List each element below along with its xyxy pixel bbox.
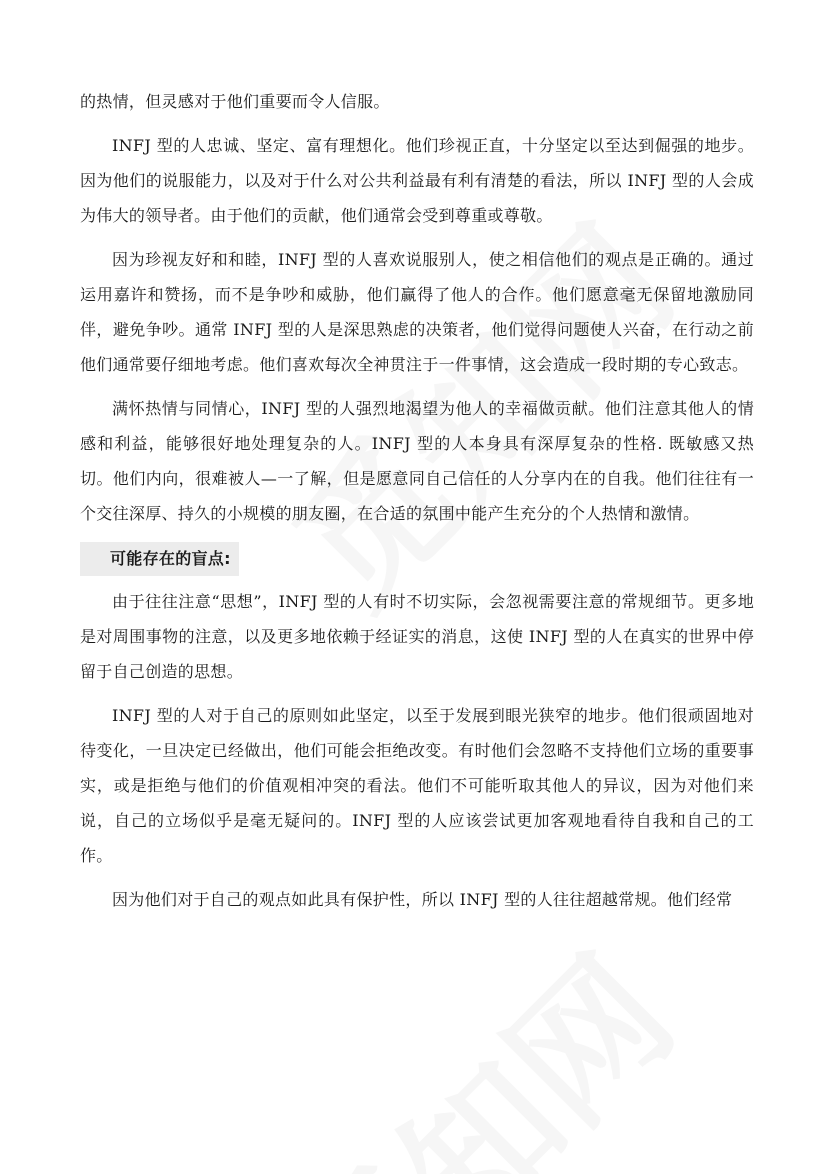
section-heading: 可能存在的盲点: xyxy=(80,542,239,576)
paragraph: 因为他们对于自己的观点如此具有保护性，所以 INFJ 型的人往往超越常规。他们经常 xyxy=(112,890,733,909)
paragraph: INFJ 型的人对于自己的原则如此坚定，以至于发展到眼光狭窄的地步。他们很顽固地对待变化，一旦决定已经做出，他们可能会拒绝改变。有时他们会忽略不支持他们立场的重要事实，或是拒绝与他们的价值观相冲突的看法。他们不可能听取其他人的异议，因为对他们来说，自己的立场似乎是毫无疑问的。INFJ 型的人应该尝试更加客观地看待自我和自己的工作。 xyxy=(80,706,754,865)
watermark xyxy=(240,903,711,1174)
document-body xyxy=(80,84,754,926)
paragraph: 因为珍视友好和和睦，INFJ 型的人喜欢说服别人，使之相信他们的观点是正确的。通过运用嘉许和赞扬，而不是争吵和威胁，他们赢得了他人的合作。他们愿意毫无保留地激励同伴，避免争吵。通常 INFJ 型的人是深思熟虑的决策者，他们觉得问题使人兴奋，在行动之前他们通常要仔细地考虑。他们喜欢每次全神贯注于一件事情，这会造成一段时期的专心致志。 xyxy=(80,250,754,374)
paragraph: 满怀热情与同情心，INFJ 型的人强烈地渴望为他人的幸福做贡献。他们注意其他人的情感和利益，能够很好地处理复杂的人。INFJ 型的人本身具有深厚复杂的性格. 既敏感又热切。他们内向，很难被人—一了解，但是愿意同自己信任的人分享内在的自我。他们往往有一个交往深厚、持久的小规模的朋友圈，在合适的氛围中能产生充分的个人热情和激情。 xyxy=(80,399,754,523)
paragraph: 的热情，但灵感对于他们重要而令人信服。 xyxy=(80,92,390,111)
paragraph: 由于往往注意“思想”，INFJ 型的人有时不切实际，会忽视需要注意的常规细节。更多地是对周围事物的注意，以及更多地依赖于经证实的消息，这使 INFJ 型的人在真实的世界中停留于自己创造的思想。 xyxy=(80,592,754,681)
paragraph: INFJ 型的人忠诚、坚定、富有理想化。他们珍视正直，十分坚定以至达到倔强的地步。因为他们的说服能力，以及对于什么对公共利益最有利有清楚的看法，所以 INFJ 型的人会成为伟大的领导者。由于他们的贡献，他们通常会受到尊重或尊敬。 xyxy=(80,136,754,225)
